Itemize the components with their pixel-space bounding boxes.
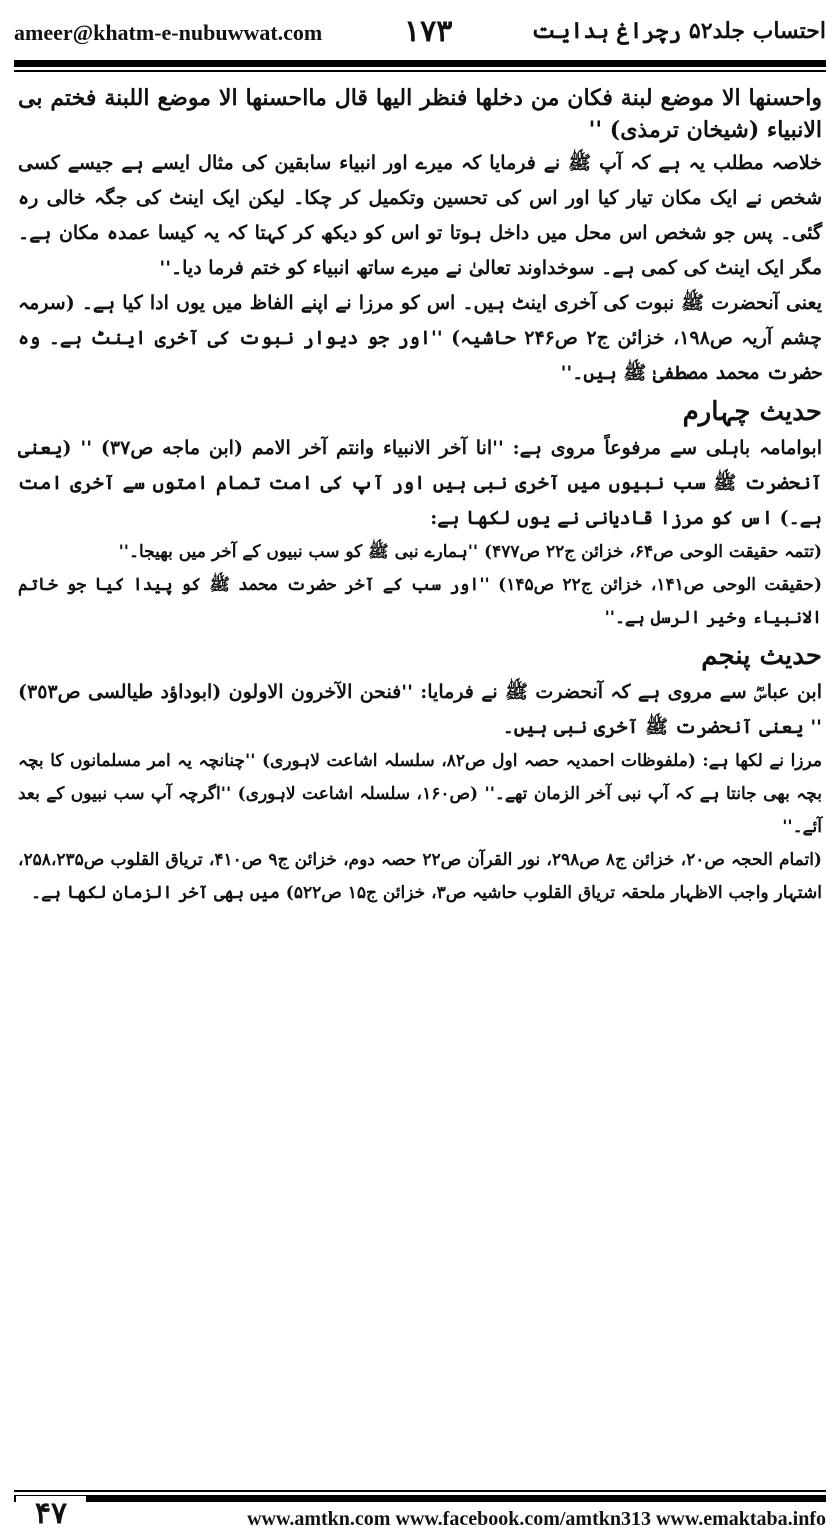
header-page-number: ۱۷۳ bbox=[404, 14, 453, 49]
footer-rule-thick bbox=[14, 1495, 826, 1502]
tatimma-reference: (تتمہ حقیقت الوحی ص۶۴، خزائن ج۲۲ ص۴۷۷) ''ہمارے نبی ﷺ کو سب نبیوں کے آخر میں بھیجا۔'' bbox=[118, 542, 822, 562]
page-header bbox=[14, 14, 826, 56]
summary-paragraph: خلاصہ مطلب یہ ہے کہ آپ ﷺ نے فرمایا کہ میرے اور انبیاء سابقین کی مثال ایسے ہے جیسے کسی شخص نے ایک مکان تیار کیا اور اس کی تحسین وتکمیل کر چکا۔ لیکن ایک اینٹ کی جگہ خالی رہ گئی۔ پس جو شخص اس محل میں داخل ہوتا تو اس کو دیکھ کر کہتا کہ یہ کیسا عمدہ مکان ہے۔ مگر ایک اینٹ کی کمی ہے۔ سوخداوند تعالیٰ نے میرے ساتھ انبیاء کو ختم فرما دیا۔'' bbox=[18, 152, 822, 279]
footer-page-number: ۴۷ bbox=[16, 1496, 86, 1532]
arabic-hadith-text: واحسنها الا موضع لبنة فكان من دخلها فنظر اليها قال مااحسنها الا موضع اللبنة فختم بى الانبياء (شيخان ترمذى) '' bbox=[18, 85, 822, 143]
footer-rule-thin bbox=[14, 1490, 826, 1492]
section-heading-fifth: حدیث پنجم bbox=[701, 641, 822, 671]
haqiqat-reference: (حقیقت الوحی ص۱۴۱، خزائن ج۲۲ ص۱۴۵) ''اور سب کے آخر حضرت محمد ﷺ کو پیدا کیا جو خاتم الانبیاء وخیر الرسل ہے۔'' bbox=[18, 575, 822, 628]
ibn-abbas-paragraph: ابن عباسؓ سے مروی ہے کہ آنحضرت ﷺ نے فرمایا: ''فنحن الآخرون الاولون (ابوداؤد طيالسى ص٣٥٣) '' یعنی آنحضرت ﷺ آخری نبی ہیں۔ bbox=[18, 681, 822, 738]
header-email: ameer@khatm-e-nubuwwat.com bbox=[14, 20, 323, 45]
footer-urls: www.amtkn.com www.facebook.com/amtkn313 www.emaktaba.info bbox=[247, 1508, 826, 1530]
section-heading-fourth: حدیث چہارم bbox=[682, 397, 822, 427]
last-brick-paragraph: یعنی آنحضرت ﷺ نبوت کی آخری اینٹ ہیں۔ اس کو مرزا نے اپنے الفاظ میں یوں ادا کیا ہے۔ (سرمہ چشم آریہ ص۱۹۸، خزائن ج۲ ص۲۴۶ حاشیہ) ''اور جو دیوار نبوت کی آخری اینٹ ہے۔ وہ حضرت محمد مصطفیٰ ﷺ ہیں۔'' bbox=[18, 292, 823, 384]
header-rule-thick bbox=[14, 60, 826, 67]
itmam-reference: (اتمام الحجہ ص۲۰، خزائن ج۸ ص۲۹۸، نور القرآن ص۲۲ حصہ دوم، خزائن ج۹ ص۴۱۰، تریاق القلوب ص۲۵۸،۲۳۵، اشتہار واجب الاظہار ملحقہ تریاق القلوب حاشیہ ص۳، خزائن ج۱۵ ص۵۲۲) میں بھی آخر الزمان لکھا ہے۔ bbox=[18, 850, 822, 903]
abu-umama-paragraph: ابوامامہ باہلی سے مرفوعاً مروی ہے: ''انا آخر الانبياء وانتم آخر الامم (ابن ماجه ص٣٧) '' (یعنی آنحضرت ﷺ سب نبیوں میں آخری نبی ہیں اور آپ کی امت تمام امتوں سے آخری امت ہے۔) اس کو مرزا قادیانی نے یوں لکھا ہے: bbox=[18, 437, 823, 529]
header-rule-thin bbox=[14, 70, 826, 72]
page-body bbox=[18, 82, 822, 910]
malfoozat-reference: مرزا نے لکھا ہے: (ملفوظات احمدیہ حصہ اول ص۸۲، سلسلہ اشاعت لاہوری) ''چنانچہ یہ امر مسلمانوں کا بچہ بچہ بھی جانتا ہے کہ آپ نبی آخر الزمان تھے۔'' (ص۱۶۰، سلسلہ اشاعت لاہوری) ''اگرچہ آپ سب نبیوں کے بعد آئے۔'' bbox=[18, 751, 822, 837]
header-title: احتساب جلد۵۲ رچراغ ہدایت bbox=[531, 18, 826, 44]
